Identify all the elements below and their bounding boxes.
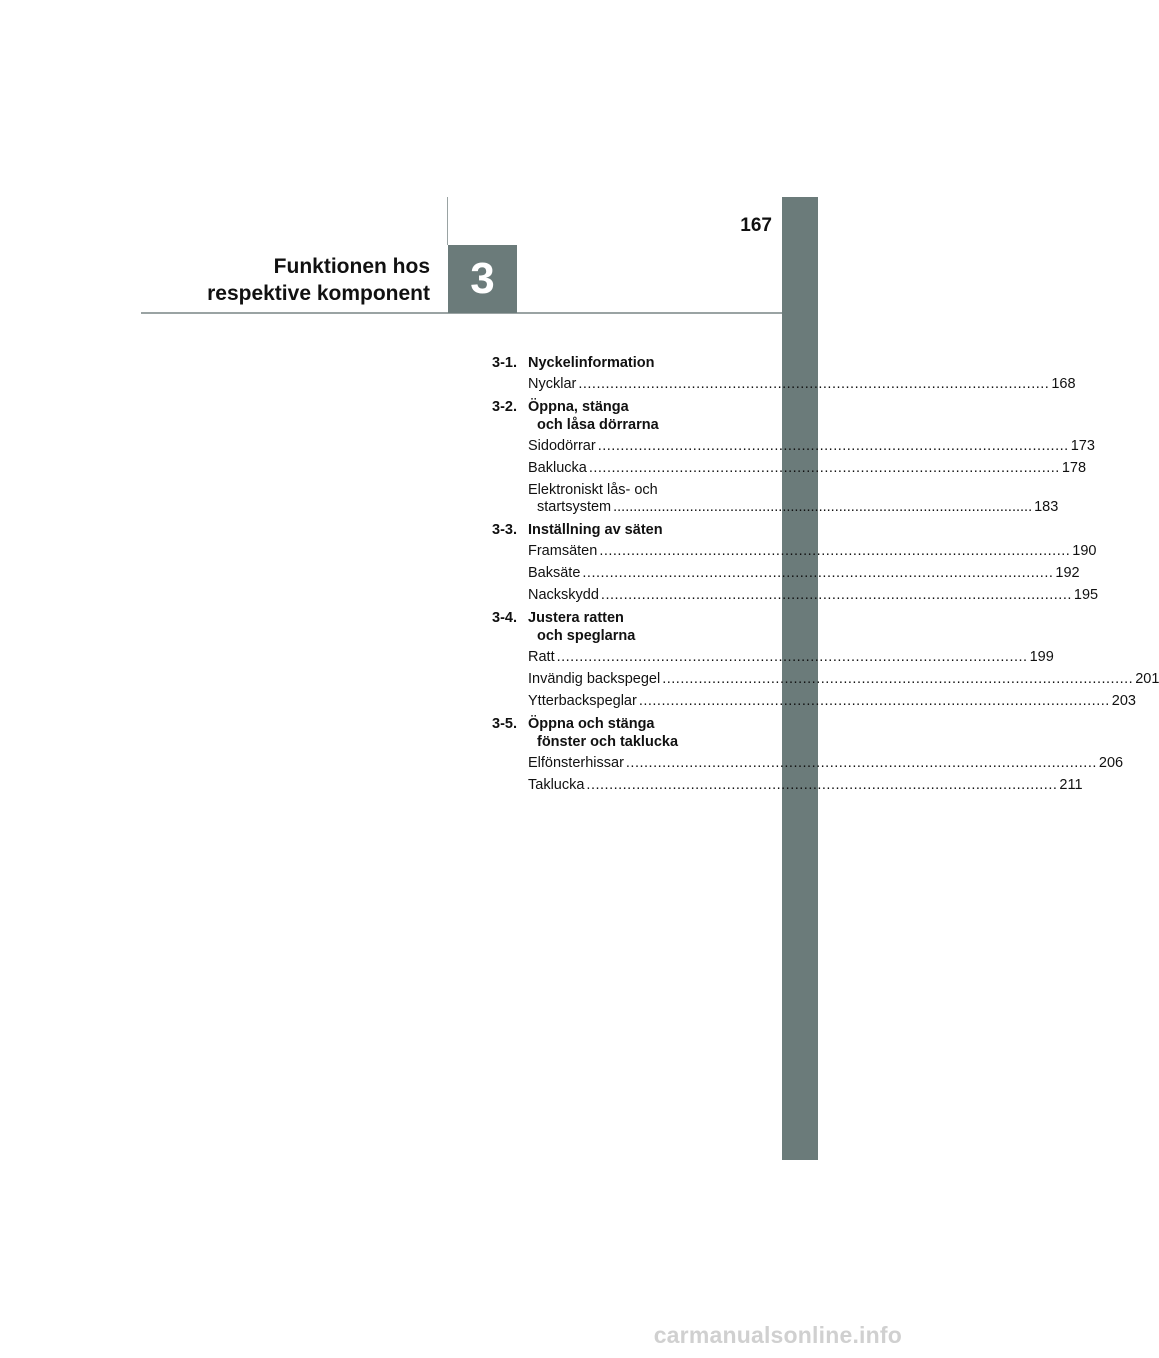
toc-entry-page: 168: [1051, 376, 1076, 392]
toc-entry[interactable]: [528, 587, 1099, 604]
section-title: Inställning av säten: [528, 522, 663, 538]
toc-entry[interactable]: [528, 777, 1083, 794]
toc-entry[interactable]: [528, 755, 1124, 772]
toc-section-heading[interactable]: [492, 354, 739, 372]
section-title: Öppna och stänga: [528, 716, 655, 732]
leader-dots: [601, 587, 1072, 604]
toc-entry-label: Nycklar: [528, 376, 577, 392]
toc-entry-label: Elektroniskt lås- och: [528, 482, 658, 498]
chapter-number-tab: 3: [448, 245, 517, 313]
toc-entry-page: 199: [1029, 649, 1054, 665]
toc-entry[interactable]: [528, 671, 1159, 688]
toc-entry-page: 211: [1059, 777, 1083, 793]
toc-entry-page: 190: [1072, 543, 1097, 559]
toc-entry[interactable]: [528, 438, 1095, 455]
toc-entry-label-cont: startsystem: [537, 499, 612, 515]
section-title-cont: och låsa dörrarna: [537, 417, 659, 433]
toc-entry-page: 195: [1073, 587, 1099, 603]
toc-entry[interactable]: [528, 565, 1080, 582]
toc-entry-page: 203: [1111, 693, 1136, 709]
section-number: 3-1.: [492, 355, 517, 371]
toc-entry-label: Framsäten: [528, 543, 598, 559]
toc-entry[interactable]: [528, 482, 1059, 516]
leader-dots: [662, 671, 1133, 688]
leader-dots: [557, 649, 1028, 666]
toc-entry[interactable]: [528, 693, 1136, 710]
chapter-title-line2: respektive komponent: [207, 282, 430, 305]
leader-dots: ........................................................................................................: [613, 499, 1033, 515]
section-number: 3-5.: [492, 716, 517, 732]
leader-dots: [626, 755, 1097, 772]
toc-section-heading[interactable]: [492, 715, 739, 751]
toc-entry-label: Sidodörrar: [528, 438, 596, 454]
toc-entry-page: 183: [1034, 499, 1059, 515]
header-divider: [447, 197, 448, 245]
leader-dots: [589, 460, 1060, 477]
toc-entry-page: 178: [1061, 460, 1087, 476]
section-title: Nyckelinformation: [528, 355, 655, 371]
section-number: 3-2.: [492, 399, 517, 415]
leader-dots: [598, 438, 1069, 455]
leader-dots: [599, 543, 1070, 560]
section-title-cont: fönster och taklucka: [537, 734, 679, 750]
section-title: Öppna, stänga: [528, 399, 629, 415]
toc-entry-label: Baklucka: [528, 460, 587, 476]
toc-entry-label: Ytterbackspeglar: [528, 693, 637, 709]
toc-entry-label: Invändig backspegel: [528, 671, 661, 687]
toc-entry-page: 173: [1070, 438, 1095, 454]
page-number: 167: [740, 215, 772, 236]
toc-section: [492, 354, 1076, 393]
leader-dots: [639, 693, 1110, 710]
leader-dots: [582, 565, 1053, 582]
toc-section-heading[interactable]: [492, 609, 739, 645]
toc-entry-label: Ratt: [528, 649, 555, 665]
toc-section-heading[interactable]: [492, 521, 739, 539]
toc-entry[interactable]: [528, 649, 1054, 666]
section-title: Justera ratten: [528, 610, 624, 626]
toc-entry[interactable]: [528, 460, 1087, 477]
toc-section: [492, 521, 1099, 604]
toc-entry-label: Baksäte: [528, 565, 581, 581]
chapter-title-line1: Funktionen hos: [273, 255, 430, 278]
toc-entry-label: Nackskydd: [528, 587, 599, 603]
toc-section: [492, 609, 1159, 710]
section-number: 3-3.: [492, 522, 517, 538]
toc-entry-label: Taklucka: [528, 777, 585, 793]
toc-entry[interactable]: [528, 376, 1076, 393]
toc-entry-page: 206: [1098, 755, 1124, 771]
toc-section: [492, 398, 1095, 516]
toc-entry[interactable]: [528, 543, 1097, 560]
leader-dots: [586, 777, 1057, 794]
toc-section-heading[interactable]: [492, 398, 739, 434]
toc-entry-page: 192: [1055, 565, 1080, 581]
leader-dots: [578, 376, 1049, 393]
section-number: 3-4.: [492, 610, 517, 626]
section-title-cont: och speglarna: [537, 628, 636, 644]
toc-entry-label: Elfönsterhissar: [528, 755, 624, 771]
toc-section: [492, 715, 1124, 794]
table-of-contents: [492, 354, 1159, 799]
toc-entry-page: 201: [1135, 671, 1159, 687]
chapter-title: [207, 253, 430, 307]
watermark: carmanualsonline.info: [653, 1322, 902, 1348]
